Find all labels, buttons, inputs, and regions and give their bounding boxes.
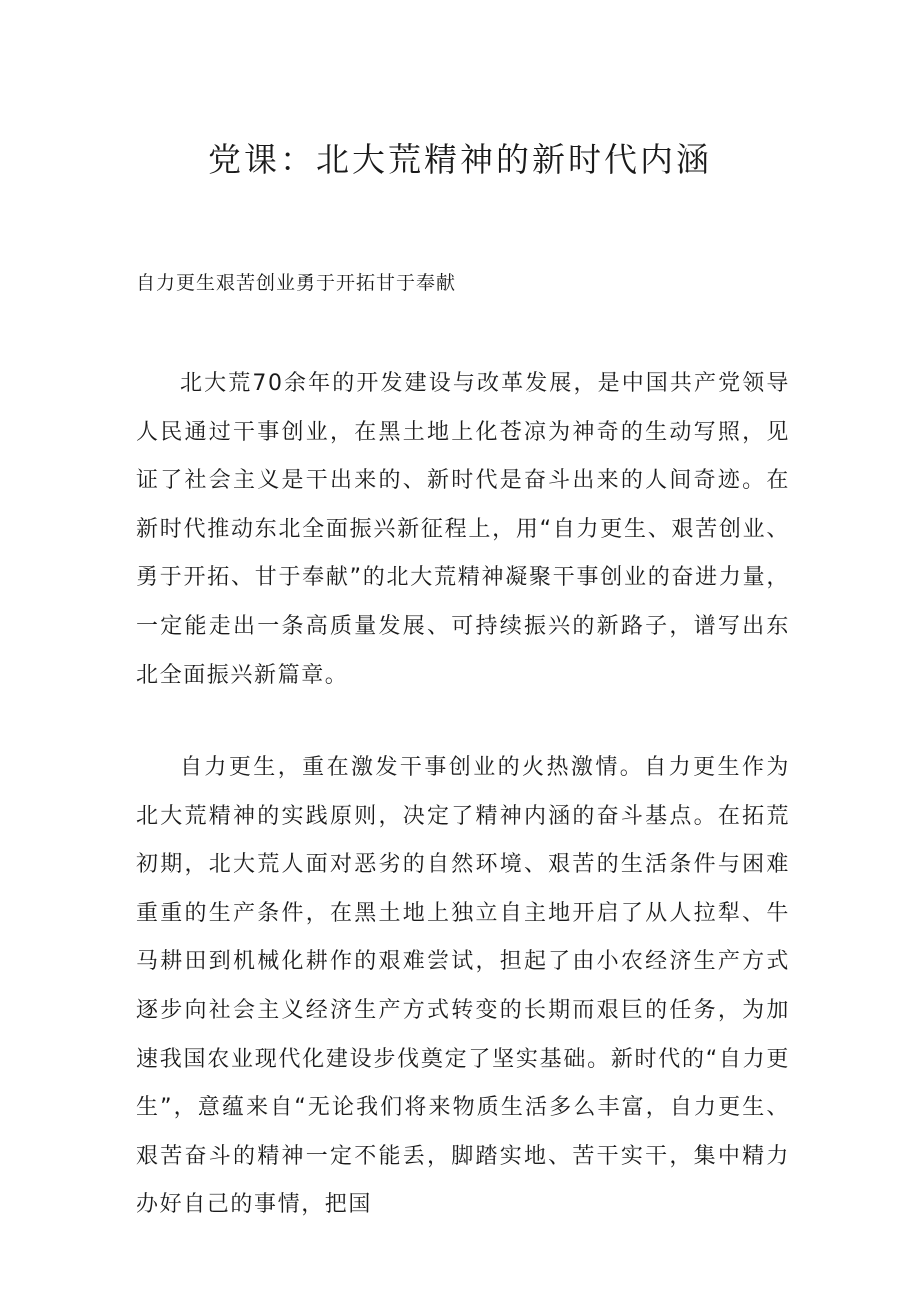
- page-title: 党课：北大荒精神的新时代内涵: [208, 140, 712, 179]
- document-subtitle: 自力更生艰苦创业勇于开拓甘于奉献: [136, 272, 457, 294]
- body-paragraph-2: 自力更生，重在激发干事创业的火热激情。自力更生作为北大荒精神的实践原则，决定了精神内涵的奋斗基点。在拓荒初期，北大荒人面对恶劣的自然环境、艰苦的生活条件与困难重重的生产条件，在黑土地上独立自主地开启了从人拉犁、牛马耕田到机械化耕作的艰难尝试，担起了由小农经济生产方式逐步向社会主义经济生产方式转变的长期而艰巨的任务，为加速我国农业现代化建设步伐奠定了坚实基础。新时代的“自力更生”，意蕴来自“无论我们将来物质生活多么丰富，自力更生、艰苦奋斗的精神一定不能丢，脚踏实地、苦干实干，集中精力办好自己的事情，把国: [136, 755, 790, 1218]
- body-paragraph-1: 北大荒70余年的开发建设与改革发展，是中国共产党领导人民通过干事创业，在黑土地上化苍凉为神奇的生动写照，见证了社会主义是干出来的、新时代是奋斗出来的人间奇迹。在新时代推动东北全面振兴新征程上，用“自力更生、艰苦创业、勇于开拓、甘于奉献”的北大荒精神凝聚干事创业的奋进力量，一定能走出一条高质量发展、可持续振兴的新路子，谱写出东北全面振兴新篇章。: [136, 371, 790, 688]
